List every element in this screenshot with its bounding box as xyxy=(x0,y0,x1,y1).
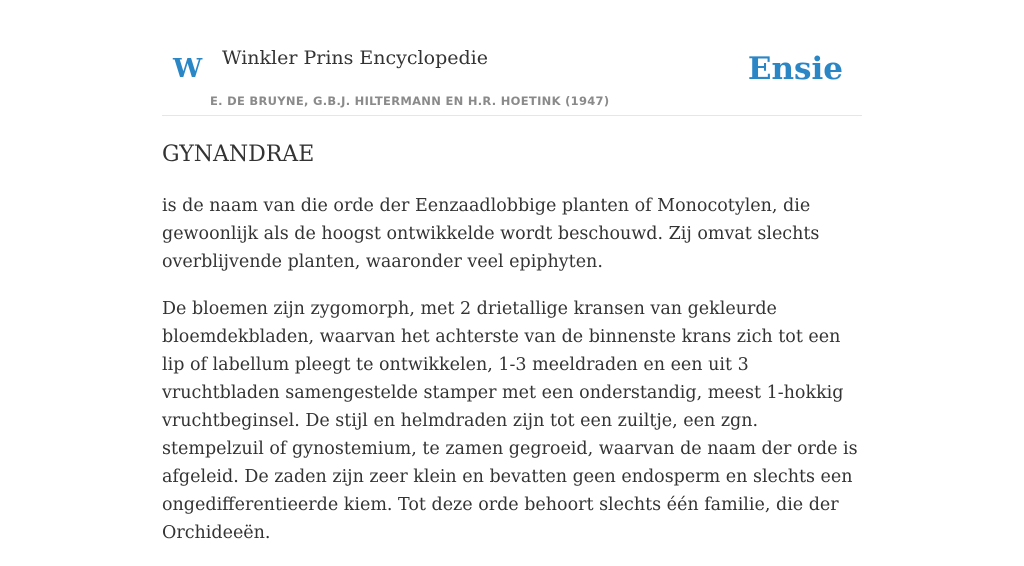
publication-logo-icon[interactable]: W xyxy=(173,54,203,84)
page-container xyxy=(162,0,862,543)
brand-logo-link[interactable]: Ensie xyxy=(747,51,843,87)
entry-title: GYNANDRAE xyxy=(162,142,315,167)
entry-body xyxy=(162,192,862,566)
publication-title-link[interactable]: Winkler Prins Encyclopedie xyxy=(222,47,488,69)
entry-paragraph: De bloemen zijn zygomorph, met 2 drietallige kransen van gekleurde bloemdekbladen, waarvan het achterste van de binnenste krans zich tot een lip of labellum pleegt te ontwikkelen, 1-3 meeldraden en een uit 3 vruchtbladen samengestelde stamper met een onderstandig, meest 1-hokkig vruchtbeginsel. De stijl en helmdraden zijn tot een zuiltje, een zgn. stempelzuil of gynostemium, te zamen gegroeid, waarvan de naam der orde is afgeleid. De zaden zijn zeer klein en bevatten geen endosperm en slechts een ongedifferentieerde kiem. Tot deze orde behoort slechts één familie, die der Orchideeën. xyxy=(162,299,858,543)
entry-paragraph: is de naam van die orde der Eenzaadlobbige planten of Monocotylen, die gewoonlijk als de hoogst ontwikkelde wordt beschouwd. Zij omvat slechts overblijvende planten, waaronder veel epiphyten. xyxy=(162,196,820,272)
authors-line: E. DE BRUYNE, G.B.J. HILTERMANN EN H.R. HOETINK (1947) xyxy=(210,94,610,108)
site-header xyxy=(162,0,862,116)
